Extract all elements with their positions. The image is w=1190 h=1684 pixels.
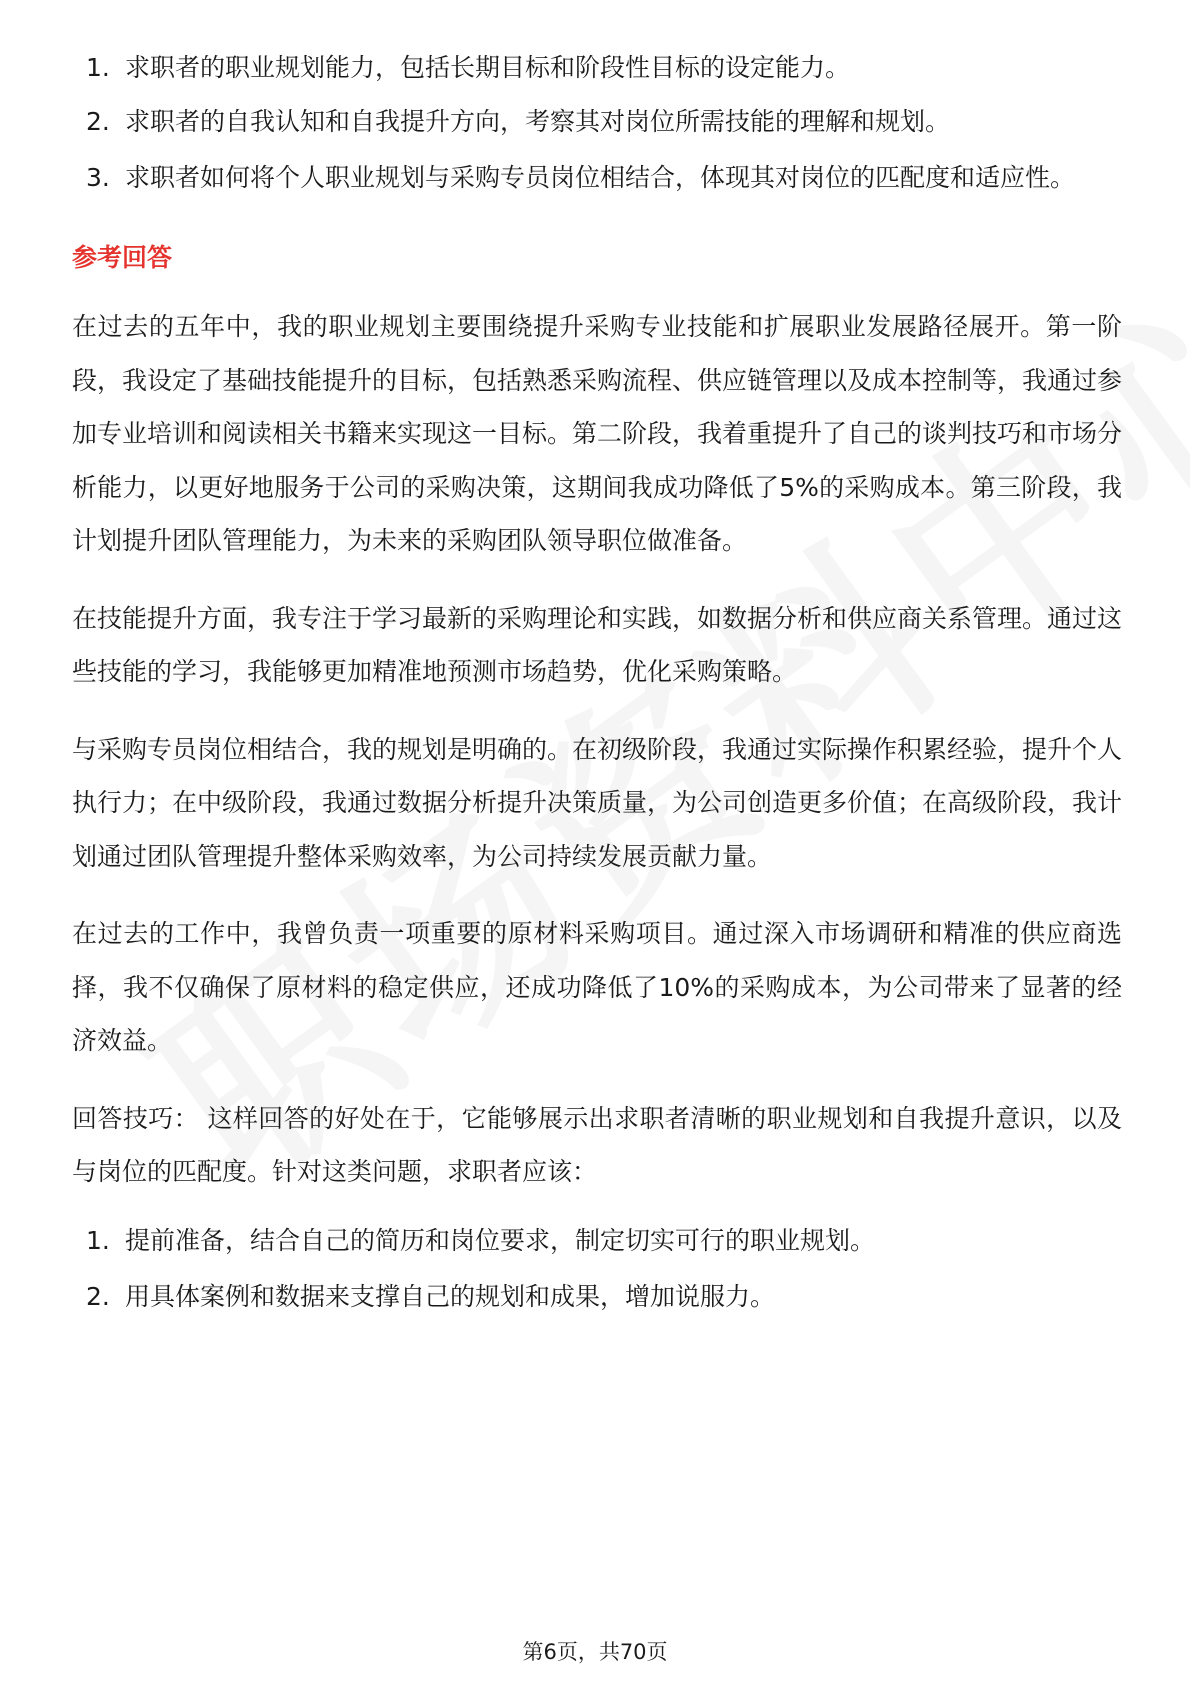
list-item xyxy=(72,1269,1122,1325)
list-item xyxy=(72,40,1122,96)
list-number: 3. xyxy=(86,163,110,192)
section-heading: 参考回答 xyxy=(72,243,173,272)
list-number: 1. xyxy=(86,1225,110,1255)
answer-paragraph: 在技能提升方面，我专注于学习最新的采购理论和实践，如数据分析和供应商关系管理。通过这些技能的学习，我能够更加精准地预测市场趋势，优化采购策略。 xyxy=(72,603,1123,686)
list-text: 求职者的自我认知和自我提升方向，考察其对岗位所需技能的理解和规划。 xyxy=(125,107,951,136)
list-text: 求职者的职业规划能力，包括长期目标和阶段性目标的设定能力。 xyxy=(125,53,851,82)
answer-paragraph: 在过去的工作中，我曾负责一项重要的原材料采购项目。通过深入市场调研和精准的供应商选择，我不仅确保了原材料的稳定供应，还成功降低了10%的采购成本，为公司带来了显著的经济效益。 xyxy=(72,919,1122,1055)
tips-list xyxy=(72,1213,1122,1325)
list-text: 提前准备，结合自己的简历和岗位要求，制定切实可行的职业规划。 xyxy=(125,1225,876,1255)
list-number: 2. xyxy=(86,1281,110,1311)
list-number: 1. xyxy=(86,53,110,82)
list-text: 求职者如何将个人职业规划与采购专员岗位相结合，体现其对岗位的匹配度和适应性。 xyxy=(125,163,1076,192)
list-item xyxy=(72,150,1122,206)
evaluation-points-list xyxy=(72,40,1122,206)
list-number: 2. xyxy=(86,107,110,136)
page-number: 第6页，共70页 xyxy=(522,1640,668,1664)
answer-paragraph: 在过去的五年中，我的职业规划主要围绕提升采购专业技能和扩展职业发展路径展开。第一阶段，我设定了基础技能提升的目标，包括熟悉采购流程、供应链管理以及成本控制等，我通过参加专业培训和阅读相关书籍来实现这一目标。第二阶段，我着重提升了自己的谈判技巧和市场分析能力，以更好地服务于公司的采购决策，这期间我成功降低了5%的采购成本。第三阶段，我计划提升团队管理能力，为未来的采购团队领导职位做准备。 xyxy=(72,312,1123,555)
tips-paragraph: 回答技巧： 这样回答的好处在于，它能够展示出求职者清晰的职业规划和自我提升意识，以及与岗位的匹配度。针对这类问题，求职者应该： xyxy=(72,1103,1122,1186)
list-text: 用具体案例和数据来支撑自己的规划和成果，增加说服力。 xyxy=(125,1281,776,1311)
list-item xyxy=(72,1213,1122,1269)
list-item xyxy=(72,94,1122,150)
page-content xyxy=(72,40,1122,1325)
answer-paragraph: 与采购专员岗位相结合，我的规划是明确的。在初级阶段，我通过实际操作积累经验，提升个人执行力；在中级阶段，我通过数据分析提升决策质量，为公司创造更多价值；在高级阶段，我计划通过团队管理提升整体采购效率，为公司持续发展贡献力量。 xyxy=(72,734,1123,871)
